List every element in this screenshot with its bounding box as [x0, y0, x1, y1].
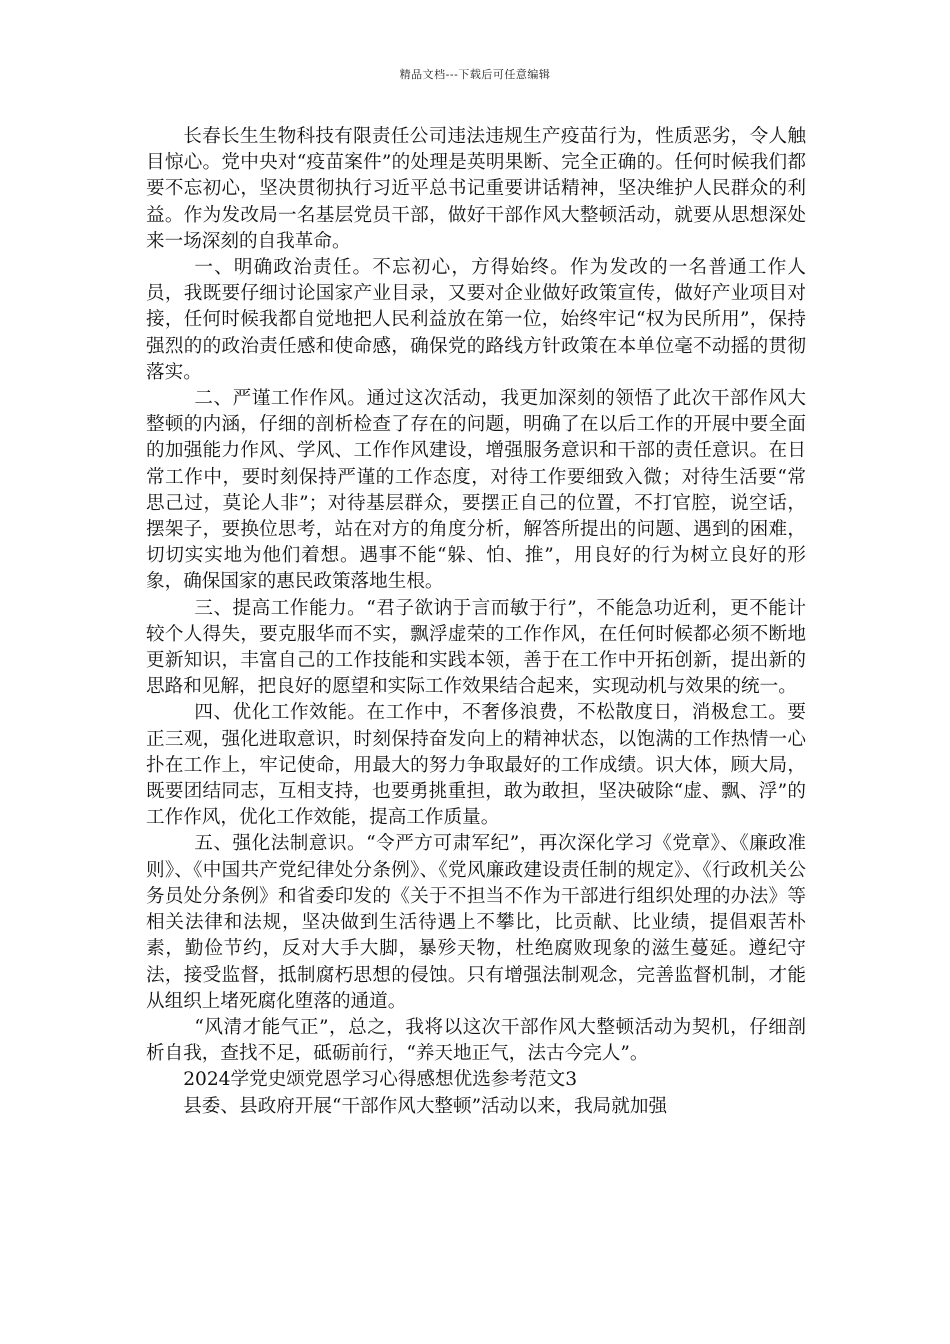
paragraph-conclusion: “风清才能气正”，总之，我将以这次干部作风大整顿活动为契机，仔细剖析自我，查找不足，砥砺前行，“养天地正气，法古今完人”。 [146, 1016, 806, 1065]
paragraph-intro: 长春长生生物科技有限责任公司违法违规生产疫苗行为，性质恶劣，令人触目惊心。党中央对“疫苗案件”的处理是英明果断、完全正确的。任何时候我们都要不忘初心，坚决贯彻执行习近平总书记重要讲话精神，坚决维护人民群众的利益。作为发改局一名基层党员干部，做好干部作风大整顿活动，就要从思想深处来一场深刻的自我革命。 [146, 126, 806, 252]
paragraph-work-style: 二、严谨工作作风。通过这次活动，我更加深刻的领悟了此次干部作风大整顿的内涵，仔细的剖析检查了存在的问题，明确了在以后工作的开展中要全面的加强能力作风、学风、工作作风建设，增强服务意识和干部的责任意识。在日常工作中，要时刻保持严谨的工作态度，对待工作要细致入微；对待生活要“常思己过，莫论人非”；对待基层群众，要摆正自己的位置，不打官腔，说空话，摆架子，要换位思考，站在对方的角度分析，解答所提出的问题、遇到的困难，切切实实地为他们着想。遇事不能“躲、怕、推”，用良好的行为树立良好的形象，确保国家的惠民政策落地生根。 [146, 388, 806, 593]
page-header: 精品文档---下载后可任意编辑 [399, 68, 551, 81]
document-body [146, 124, 806, 1120]
paragraph-work-ability: 三、提高工作能力。“君子欲讷于言而敏于行”，不能急功近利，更不能计较个人得失，要克服华而不实，飘浮虚荣的工作作风，在任何时候都必须不断地更新知识，丰富自己的工作技能和实践本领，善于在工作中开拓创新，提出新的思路和见解，把良好的愿望和实际工作效果结合起来，实现动机与效果的统一。 [146, 597, 806, 698]
paragraph-work-efficiency: 四、优化工作效能。在工作中，不奢侈浪费，不松散度日，消极怠工。要正三观，强化进取意识，时刻保持奋发向上的精神状态，以饱满的工作热情一心扑在工作上，牢记使命，用最大的努力争取最好的工作成绩。识大体，顾大局，既要团结同志，互相支持，也要勇挑重担，敢为敢担，坚决破除“虚、飘、浮”的工作作风，优化工作效能，提高工作质量。 [146, 702, 806, 829]
paragraph-political-responsibility: 一、明确政治责任。不忘初心，方得始终。作为发改的一名普通工作人员，我既要仔细讨论国家产业目录，又要对企业做好政策宣传，做好产业项目对接，任何时候我都自觉地把人民利益放在第一位，始终牢记“权为民所用”，保持强烈的的政治责任感和使命感，确保党的路线方针政策在本单位毫不动摇的贯彻落实。 [146, 257, 806, 383]
section-title: 2024学党史颂党恩学习心得感想优选参考范文3 [183, 1069, 578, 1091]
paragraph-legal-awareness: 五、强化法制意识。“令严方可肃军纪”，再次深化学习《党章》、《廉政准则》、《中国共产党纪律处分条例》、《党风廉政建设责任制的规定》、《行政机关公务员处分条例》和省委印发的《关于不担当不作为干部进行组织处理的办法》等相关法律和法规，坚决做到生活待遇上不攀比，比贡献、比业绩，提倡艰苦朴素，勤俭节约，反对大手大脚，暴殄天物，杜绝腐败现象的滋生蔓延。遵纪守法，接受监督，抵制腐朽思想的侵蚀。只有增强法制观念，完善监督机制，才能从组织上堵死腐化堕落的通道。 [146, 833, 806, 1012]
paragraph-next-article: 县委、县政府开展“干部作风大整顿”活动以来，我局就加强 [183, 1095, 668, 1117]
